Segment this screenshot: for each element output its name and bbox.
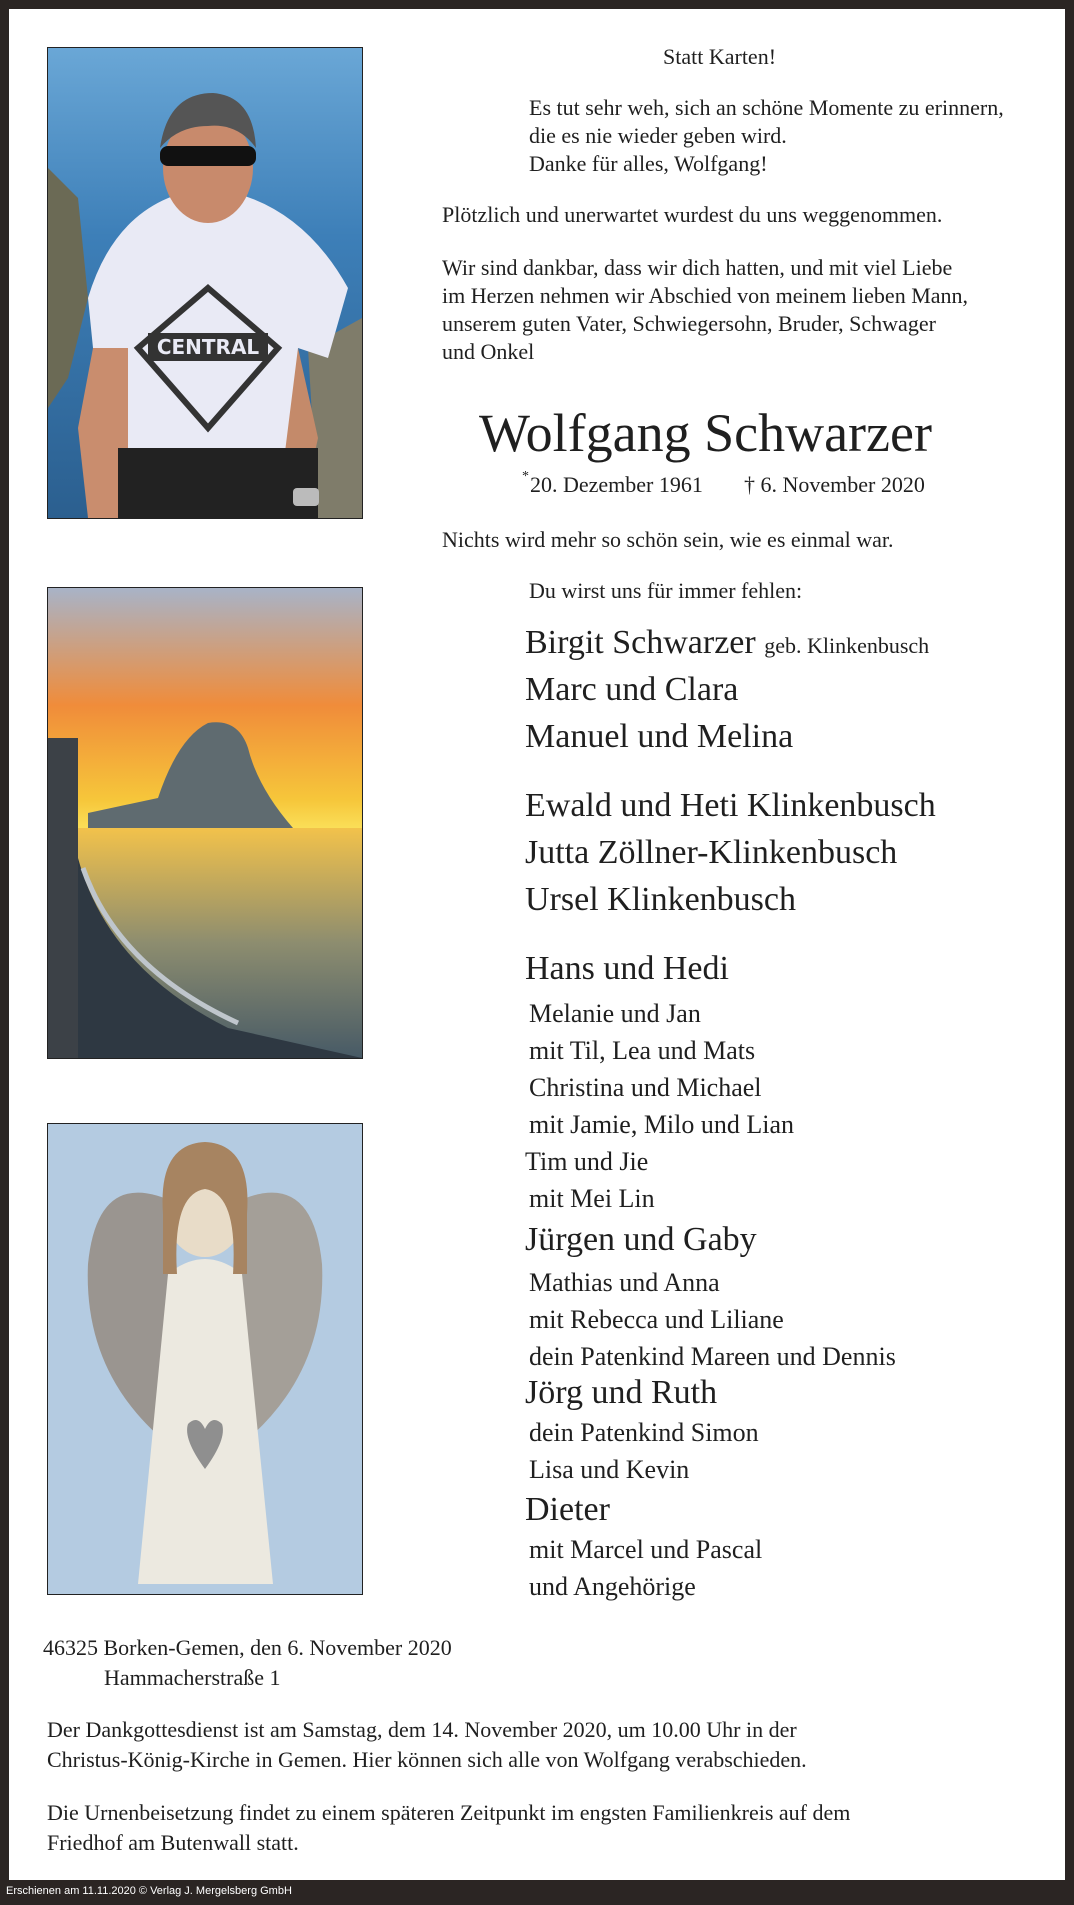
poem-line-1: Es tut sehr weh, sich an schöne Momente zu erinnern, [529,95,1004,120]
shirt-print-text: CENTRAL [156,335,260,359]
angel-photo [47,1123,363,1595]
family-line-16: mit Rebecca und Liliane [529,1305,784,1334]
poem-line-2: die es nie wieder geben wird. [529,123,787,148]
family-note-birgit: geb. Klinkenbusch [764,633,930,658]
family-line-10: Christina und Michael [529,1073,762,1102]
service-line-2: Christus-König-Kirche in Gemen. Hier können sich alle von Wolfgang verabschieden. [47,1747,807,1772]
family-line-2: Marc und Clara [525,671,739,708]
portrait-photo [47,47,363,519]
family-line-17: dein Patenkind Mareen und Dennis [529,1342,896,1371]
sudden-text: Plötzlich und unerwartet wurdest du uns weggenommen. [442,202,943,227]
farewell-line-3: unserem guten Vater, Schwiegersohn, Bruder, Schwager [442,311,936,336]
family-line-14: Jürgen und Gaby [525,1221,757,1258]
family-line-19: dein Patenkind Simon [529,1418,759,1447]
address-line-2: Hammacherstraße 1 [104,1665,281,1690]
family-line-12: Tim und Jie [525,1147,649,1176]
family-line-13: mit Mei Lin [529,1184,655,1213]
family-line-11: mit Jamie, Milo und Lian [529,1110,795,1139]
sunset-photo [47,587,363,1059]
quote-text: Nichts wird mehr so schön sein, wie es einmal war. [442,527,894,552]
service-line-1: Der Dankgottesdienst ist am Samstag, dem 14. November 2020, um 10.00 Uhr in der [47,1717,797,1742]
family-line-3: Manuel und Melina [525,718,794,755]
poem-line-3: Danke für alles, Wolfgang! [529,151,768,176]
family-line-5: Jutta Zöllner-Klinkenbusch [525,834,898,871]
family-name-birgit: Birgit Schwarzer [525,624,756,661]
obituary-page [9,9,1065,1880]
header-text: Statt Karten! [663,44,777,69]
family-line-22: mit Marcel und Pascal [529,1535,763,1564]
born-date: 20. Dezember 1961 [530,472,703,497]
deceased-name: Wolfgang Schwarzer [479,403,932,463]
farewell-line-2: im Herzen nehmen wir Abschied von meinem lieben Mann, [442,283,969,308]
family-line-15: Mathias und Anna [529,1268,720,1297]
burial-line-1: Die Urnenbeisetzung findet zu einem späteren Zeitpunkt im engsten Familienkreis auf dem [47,1800,851,1825]
family-line-6: Ursel Klinkenbusch [525,881,797,918]
family-line-23: und Angehörige [529,1572,696,1601]
born-mark: * [522,469,529,484]
family-line-4: Ewald und Heti Klinkenbusch [525,787,936,824]
family-line-20: Lisa und Kevin [529,1455,690,1484]
farewell-line-1: Wir sind dankbar, dass wir dich hatten, und mit viel Liebe [442,255,953,280]
publication-footer: Erschienen am 11.11.2020 © Verlag J. Mergelsberg GmbH [6,1885,292,1897]
address-line-1: 46325 Borken-Gemen, den 6. November 2020 [43,1635,452,1660]
family-line-18: Jörg und Ruth [525,1374,718,1411]
farewell-line-4: und Onkel [442,339,535,364]
family-line-9: mit Til, Lea und Mats [529,1036,756,1065]
burial-line-2: Friedhof am Butenwall statt. [47,1830,299,1855]
family-line-21: Dieter [525,1491,610,1528]
family-line-8: Melanie und Jan [529,999,701,1028]
family-line-7: Hans und Hedi [525,950,729,987]
miss-text: Du wirst uns für immer fehlen: [529,578,803,603]
family-line-1 [525,624,929,662]
death-date: † 6. November 2020 [744,472,925,497]
